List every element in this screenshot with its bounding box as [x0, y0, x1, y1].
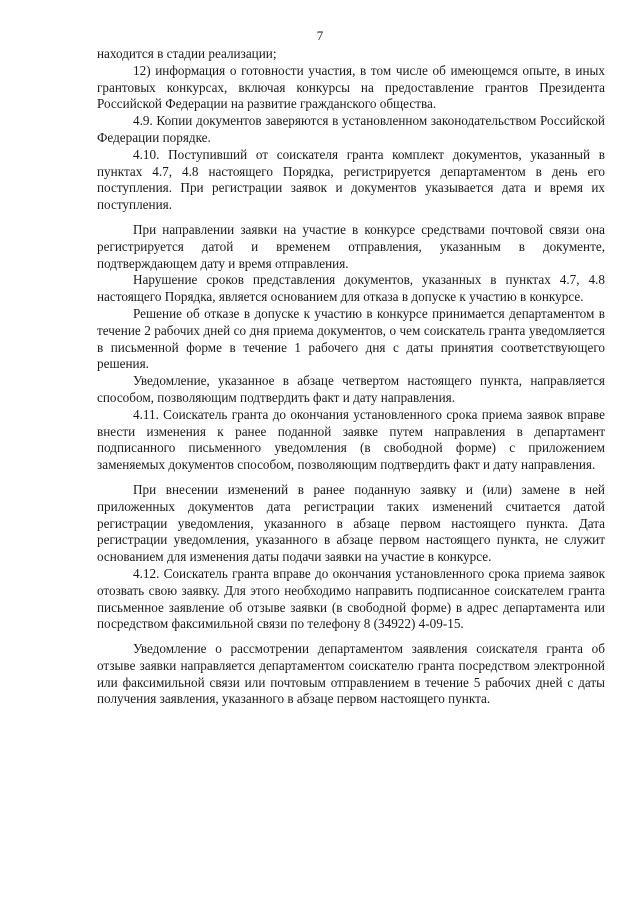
paragraph-changes-registration: При внесении изменений в ранее поданную заявку и (или) замене в ней приложенных документов дата регистрации таких изменений считается датой регистрации уведомления, указанного в абзаце первом настоящего пункта. Дата регистрации уведомления, указанного в абзаце первом настоящего пункта, не служит основанием для изменения даты подачи заявки на участие в конкурсе.: [97, 481, 605, 565]
paragraph-refusal-decision: Решение об отказе в допуске к участию в конкурсе принимается департаментом в течение 2 рабочих дней со дня приема документов, о чем соискатель гранта уведомляется в письменной форме в течение 1 рабочего дня с даты принятия соответствующего решения.: [97, 305, 605, 372]
page-number: 7: [316, 28, 324, 43]
paragraph-4-11: 4.11. Соискатель гранта до окончания установленного срока приема заявок вправе внести изменения к ранее поданной заявке путем направления в департамент подписанного письменного уведомления (в свободной форме) с приложением заменяемых документов способом, позволяющим подтвердить факт и дату направления.: [97, 406, 605, 473]
paragraph-deadline-violation: Нарушение сроков представления документов, указанных в пунктах 4.7, 4.8 настоящего Порядка, является основанием для отказа в допуске к участию в конкурсе.: [97, 272, 605, 305]
paragraph-item-12: 12) информация о готовности участия, в том числе об имеющемся опыте, в иных грантовых конкурсах, включая конкурсы на предоставление грантов Президента Российской Федерации на развитие гражданского общества.: [97, 62, 605, 112]
paragraph-4-9: 4.9. Копии документов заверяются в установленном законодательством Российской Федерации порядке.: [97, 113, 605, 145]
paragraph-withdrawal-notification: Уведомление о рассмотрении департаментом заявления соискателя гранта об отзыве заявки направляется департаментом соискателю гранта посредством электронной или факсимильной связи или почтовым отправлением в течение 5 рабочих дней с даты получения заявления, указанного в абзаце первом настоящего пункта.: [97, 641, 605, 707]
paragraph-postal-registration: При направлении заявки на участие в конкурсе средствами почтовой связи она регистрируется датой и временем отправления, указанным в документе, подтверждающем дату и время отправления.: [97, 221, 605, 271]
paragraph-4-10: 4.10. Поступивший от соискателя гранта комплект документов, указанный в пунктах 4.7, 4.8 настоящего Порядка, регистрируется департаментом в день его поступления. При регистрации заявок и документов указывается дата и время их поступления.: [97, 146, 605, 213]
paragraph-continuation: находится в стадии реализации;: [97, 46, 277, 61]
document-body: [97, 46, 605, 708]
paragraph-4-12: 4.12. Соискатель гранта вправе до окончания установленного срока приема заявок отозвать свою заявку. Для этого необходимо направить подписанное соискателем гранта письменное заявление об отзыве заявки (в свободной форме) в адрес департамента или посредством факсимильной связи по телефону 8 (34922) 4-09-15.: [97, 565, 605, 632]
paragraph-notification-method: Уведомление, указанное в абзаце четвертом настоящего пункта, направляется способом, позволяющим подтвердить факт и дату направления.: [97, 373, 605, 405]
